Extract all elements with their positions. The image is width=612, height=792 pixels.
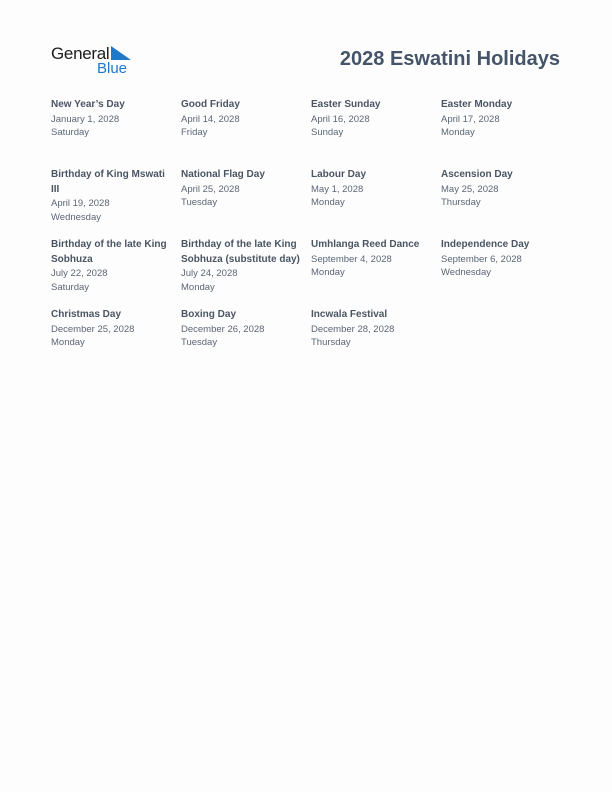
holiday-name: Christmas Day	[51, 309, 122, 320]
holiday-item	[181, 308, 303, 350]
holiday-item	[311, 238, 433, 280]
holiday-row	[51, 168, 571, 238]
holiday-date: September 6, 2028	[441, 253, 522, 265]
holiday-name: Umhlanga Reed Dance	[311, 239, 420, 250]
holiday-item	[51, 238, 173, 294]
holiday-weekday: Saturday	[51, 127, 90, 138]
holiday-item	[441, 238, 563, 280]
logo-triangle-icon	[109, 46, 131, 60]
holiday-date: May 1, 2028	[311, 183, 364, 195]
holiday-weekday: Friday	[181, 127, 208, 138]
holiday-item	[181, 168, 303, 210]
holiday-item	[51, 168, 173, 224]
holiday-weekday: Monday	[51, 337, 85, 348]
holiday-date: April 17, 2028	[441, 113, 500, 125]
holiday-name: Birthday of the late King Sobhuza	[51, 239, 167, 265]
holiday-weekday: Tuesday	[181, 337, 218, 348]
page-title: 2028 Eswatini Holidays	[339, 48, 560, 70]
holiday-name: Easter Sunday	[311, 99, 381, 110]
logo-word-blue: Blue	[97, 60, 128, 77]
holiday-weekday: Sunday	[311, 127, 344, 138]
logo-word-general: General	[51, 44, 110, 63]
holiday-date: September 4, 2028	[311, 253, 392, 265]
generalblue-logo	[51, 44, 141, 78]
holiday-name: Incwala Festival	[311, 309, 388, 320]
holiday-date: July 24, 2028	[181, 268, 238, 279]
holiday-name: Birthday of the late King Sobhuza (substitute day)	[181, 239, 300, 265]
holiday-date: July 22, 2028	[51, 268, 108, 279]
holiday-name: Independence Day	[441, 239, 530, 250]
holiday-date: December 26, 2028	[181, 323, 265, 335]
holiday-name: Easter Monday	[441, 99, 513, 110]
holiday-date: April 19, 2028	[51, 198, 110, 209]
holiday-weekday: Wednesday	[51, 211, 101, 223]
holiday-weekday: Tuesday	[181, 197, 218, 208]
holiday-name: Boxing Day	[181, 309, 237, 320]
holiday-date: April 16, 2028	[311, 113, 370, 125]
holiday-weekday: Monday	[311, 197, 345, 208]
holiday-name: Labour Day	[311, 169, 367, 180]
holiday-name: Good Friday	[181, 99, 240, 110]
holiday-row	[51, 238, 571, 308]
holiday-weekday: Monday	[311, 267, 345, 278]
holiday-weekday: Monday	[441, 127, 475, 138]
holiday-row	[51, 308, 571, 378]
holiday-weekday: Saturday	[51, 281, 90, 293]
holiday-item	[311, 98, 433, 140]
holiday-item	[311, 168, 433, 210]
holiday-date: December 25, 2028	[51, 323, 135, 335]
holiday-date: April 25, 2028	[181, 183, 240, 195]
holiday-date: April 14, 2028	[181, 113, 240, 125]
holiday-item	[51, 98, 173, 140]
holiday-weekday: Monday	[181, 281, 215, 293]
holiday-item	[181, 98, 303, 140]
holiday-item	[51, 308, 173, 350]
holiday-item	[181, 238, 303, 294]
holiday-name: Ascension Day	[441, 169, 513, 180]
holiday-grid	[51, 98, 571, 378]
holiday-weekday: Thursday	[441, 197, 481, 208]
holiday-weekday: Wednesday	[441, 267, 491, 278]
holiday-name: New Year’s Day	[51, 99, 125, 110]
holiday-item	[441, 168, 563, 210]
holiday-date: January 1, 2028	[51, 113, 120, 125]
holiday-date: December 28, 2028	[311, 323, 395, 335]
holiday-date: May 25, 2028	[441, 183, 499, 195]
holiday-item	[311, 308, 433, 350]
holiday-row	[51, 98, 571, 168]
holiday-weekday: Thursday	[311, 337, 351, 348]
holiday-name: National Flag Day	[181, 169, 265, 180]
holiday-name: Birthday of King Mswati III	[51, 169, 165, 195]
holiday-item	[441, 98, 563, 140]
